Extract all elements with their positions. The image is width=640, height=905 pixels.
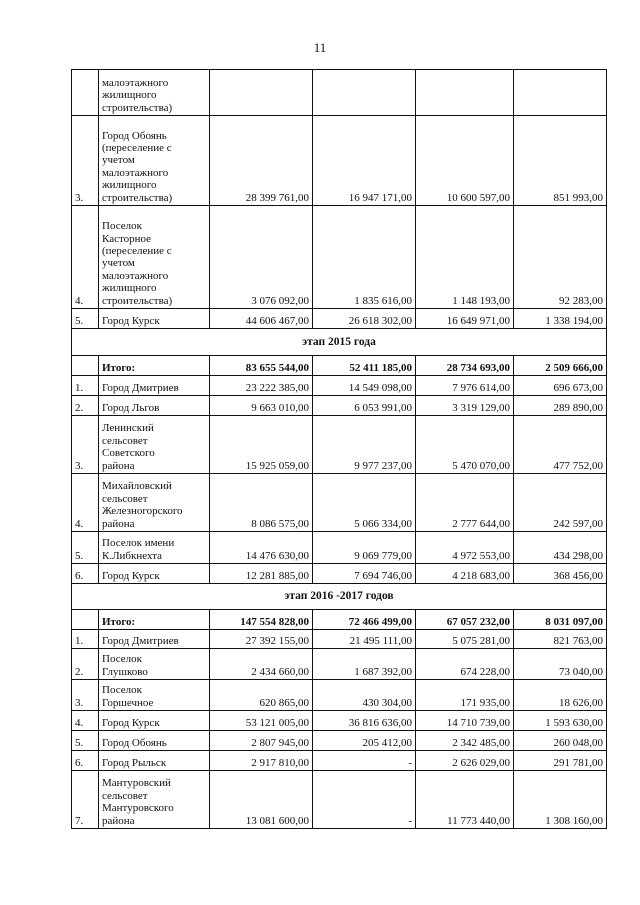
value-regional: 28 734 693,00	[416, 356, 514, 376]
value-fund: 26 618 302,00	[313, 309, 416, 329]
value-local	[514, 70, 607, 116]
value-regional: 5 075 281,00	[416, 630, 514, 649]
value-local: 260 048,00	[514, 731, 607, 751]
value-local: 696 673,00	[514, 376, 607, 396]
row-number	[72, 356, 99, 376]
row-number: 2.	[72, 396, 99, 416]
table-row	[72, 731, 607, 751]
total-row	[72, 610, 607, 630]
funding-table-body	[72, 70, 607, 829]
funding-table	[71, 69, 607, 829]
table-row	[72, 649, 607, 680]
row-number: 6.	[72, 564, 99, 584]
row-number: 3.	[72, 116, 99, 206]
row-number: 3.	[72, 416, 99, 474]
value-total: 12 281 885,00	[210, 564, 313, 584]
value-total: 2 807 945,00	[210, 731, 313, 751]
value-fund: 52 411 185,00	[313, 356, 416, 376]
value-local: 73 040,00	[514, 649, 607, 680]
value-total: 2 434 660,00	[210, 649, 313, 680]
value-regional: 5 470 070,00	[416, 416, 514, 474]
value-fund: 72 466 499,00	[313, 610, 416, 630]
value-total: 44 606 467,00	[210, 309, 313, 329]
table-row	[72, 711, 607, 731]
value-regional: 674 228,00	[416, 649, 514, 680]
value-local: 1 308 160,00	[514, 771, 607, 829]
value-total: 3 076 092,00	[210, 206, 313, 309]
row-number	[72, 70, 99, 116]
row-name: малоэтажного жилищного строительства)	[99, 70, 210, 116]
value-regional: 4 218 683,00	[416, 564, 514, 584]
row-name: Город Обоянь (переселение с учетом малоэтажного жилищного строительства)	[99, 116, 210, 206]
row-name: Итого:	[99, 356, 210, 376]
value-total: 53 121 005,00	[210, 711, 313, 731]
row-name: Мантуровский сельсовет Мантуровского района	[99, 771, 210, 829]
table-row	[72, 309, 607, 329]
row-name: Поселок Горшечное	[99, 680, 210, 711]
value-regional: 3 319 129,00	[416, 396, 514, 416]
value-regional: 171 935,00	[416, 680, 514, 711]
row-name: Город Курск	[99, 564, 210, 584]
row-name: Город Льгов	[99, 396, 210, 416]
value-fund: 205 412,00	[313, 731, 416, 751]
value-total: 147 554 828,00	[210, 610, 313, 630]
value-regional: 11 773 440,00	[416, 771, 514, 829]
row-name: Город Дмитриев	[99, 376, 210, 396]
value-total: 27 392 155,00	[210, 630, 313, 649]
value-regional: 4 972 553,00	[416, 532, 514, 564]
value-local: 368 456,00	[514, 564, 607, 584]
value-regional: 14 710 739,00	[416, 711, 514, 731]
value-total: 620 865,00	[210, 680, 313, 711]
value-local: 18 626,00	[514, 680, 607, 711]
row-number: 5.	[72, 731, 99, 751]
row-number: 4.	[72, 711, 99, 731]
value-fund: 36 816 636,00	[313, 711, 416, 731]
value-regional: 7 976 614,00	[416, 376, 514, 396]
stage-header-row	[72, 584, 607, 610]
value-regional: 16 649 971,00	[416, 309, 514, 329]
table-row	[72, 564, 607, 584]
row-number: 3.	[72, 680, 99, 711]
row-number: 4.	[72, 206, 99, 309]
row-number: 7.	[72, 771, 99, 829]
table-row	[72, 630, 607, 649]
row-name: Поселок Касторное (переселение с учетом малоэтажного жилищного строительства)	[99, 206, 210, 309]
value-regional: 67 057 232,00	[416, 610, 514, 630]
value-regional: 2 342 485,00	[416, 731, 514, 751]
value-fund: 21 495 111,00	[313, 630, 416, 649]
value-total: 8 086 575,00	[210, 474, 313, 532]
value-local: 1 593 630,00	[514, 711, 607, 731]
value-regional: 10 600 597,00	[416, 116, 514, 206]
stage-label: этап 2016 -2017 годов	[72, 584, 607, 610]
table-row	[72, 532, 607, 564]
table-row	[72, 116, 607, 206]
value-fund: 14 549 098,00	[313, 376, 416, 396]
row-name: Ленинский сельсовет Советского района	[99, 416, 210, 474]
value-fund: 5 066 334,00	[313, 474, 416, 532]
row-name: Михайловский сельсовет Железногорского района	[99, 474, 210, 532]
value-fund	[313, 70, 416, 116]
value-regional: 2 626 029,00	[416, 751, 514, 771]
value-total: 9 663 010,00	[210, 396, 313, 416]
page-number: 11	[313, 40, 327, 55]
table-row	[72, 376, 607, 396]
row-number: 2.	[72, 649, 99, 680]
row-name: Итого:	[99, 610, 210, 630]
value-local: 477 752,00	[514, 416, 607, 474]
value-local: 8 031 097,00	[514, 610, 607, 630]
total-row	[72, 356, 607, 376]
value-regional	[416, 70, 514, 116]
table-row	[72, 474, 607, 532]
row-number	[72, 610, 99, 630]
value-fund: -	[313, 771, 416, 829]
value-total: 14 476 630,00	[210, 532, 313, 564]
row-number: 1.	[72, 630, 99, 649]
value-local: 434 298,00	[514, 532, 607, 564]
value-fund: 1 687 392,00	[313, 649, 416, 680]
value-local: 1 338 194,00	[514, 309, 607, 329]
row-number: 6.	[72, 751, 99, 771]
value-total: 83 655 544,00	[210, 356, 313, 376]
row-name: Город Рыльск	[99, 751, 210, 771]
value-total: 15 925 059,00	[210, 416, 313, 474]
value-local: 851 993,00	[514, 116, 607, 206]
value-fund: 9 069 779,00	[313, 532, 416, 564]
table-row	[72, 206, 607, 309]
row-number: 4.	[72, 474, 99, 532]
value-total: 23 222 385,00	[210, 376, 313, 396]
value-total: 2 917 810,00	[210, 751, 313, 771]
value-fund: 1 835 616,00	[313, 206, 416, 309]
value-local: 2 509 666,00	[514, 356, 607, 376]
row-number: 1.	[72, 376, 99, 396]
table-row	[72, 751, 607, 771]
row-number: 5.	[72, 309, 99, 329]
table-row	[72, 70, 607, 116]
value-fund: 7 694 746,00	[313, 564, 416, 584]
value-fund: 16 947 171,00	[313, 116, 416, 206]
value-local: 821 763,00	[514, 630, 607, 649]
value-fund: 9 977 237,00	[313, 416, 416, 474]
value-local: 291 781,00	[514, 751, 607, 771]
stage-label: этап 2015 года	[72, 329, 607, 356]
stage-header-row	[72, 329, 607, 356]
value-total: 13 081 600,00	[210, 771, 313, 829]
value-regional: 1 148 193,00	[416, 206, 514, 309]
value-regional: 2 777 644,00	[416, 474, 514, 532]
value-fund: -	[313, 751, 416, 771]
row-name: Поселок имени К.Либкнехта	[99, 532, 210, 564]
table-row	[72, 680, 607, 711]
table-row	[72, 771, 607, 829]
row-name: Город Дмитриев	[99, 630, 210, 649]
value-local: 92 283,00	[514, 206, 607, 309]
row-number: 5.	[72, 532, 99, 564]
table-row	[72, 396, 607, 416]
row-name: Город Курск	[99, 711, 210, 731]
value-local: 289 890,00	[514, 396, 607, 416]
value-fund: 6 053 991,00	[313, 396, 416, 416]
table-row	[72, 416, 607, 474]
value-local: 242 597,00	[514, 474, 607, 532]
row-name: Город Курск	[99, 309, 210, 329]
value-total: 28 399 761,00	[210, 116, 313, 206]
value-total	[210, 70, 313, 116]
row-name: Поселок Глушково	[99, 649, 210, 680]
row-name: Город Обоянь	[99, 731, 210, 751]
value-fund: 430 304,00	[313, 680, 416, 711]
